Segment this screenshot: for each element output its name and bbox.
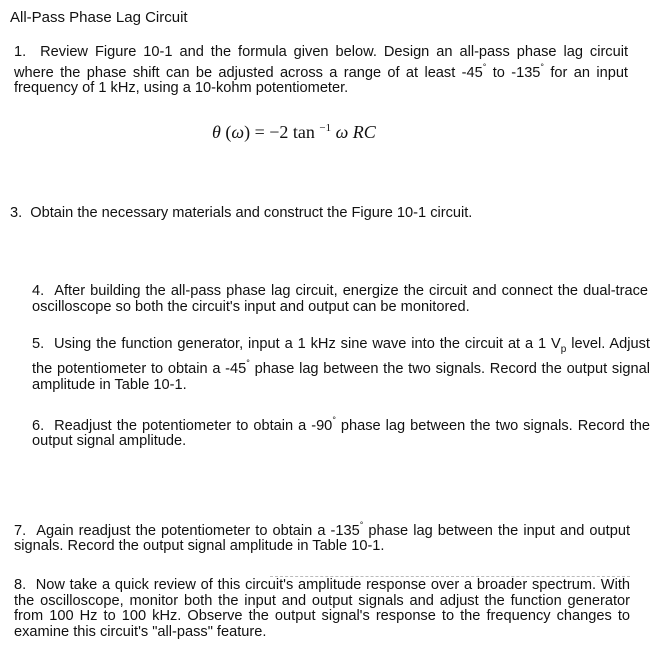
step-5 [32,337,650,393]
step-5-subscript: p [560,343,567,355]
step-7-text-b: phase lag between the input and output signals. Record the output signal amplitude in Table 10-1. [14,522,631,555]
formula-exponent: −1 [319,122,332,134]
formula-omega: ω [335,122,349,142]
step-6-number: 6. [32,417,45,434]
formula-omega-arg: ω [231,122,245,142]
step-3 [10,206,630,222]
step-8 [14,578,630,640]
step-3-number: 3. [10,205,23,221]
step-6-text-b: phase lag between the two signals. Record the output signal amplitude. [32,417,651,450]
step-1-text-b: to -135 [486,64,541,81]
step-7-text-a: Again readjust the potentiometer to obtain a -135 [36,522,360,539]
step-6-degree: ° [332,415,336,425]
step-5-text-a: Using the function generator, input a 1 kHz sine wave into the circuit at a 1 V [53,336,561,352]
step-4 [32,284,648,315]
step-4-text: After building the all-pass phase lag circuit, energize the circuit and connect the dual-trace oscilloscope so both the circuit's input and output can be monitored. [32,283,648,315]
step-6-text-a: Readjust the potentiometer to obtain a -90 [54,417,333,434]
step-7-degree: ° [359,520,364,530]
step-5-text-c: phase lag between the two signals. Record the output signal amplitude in Table 10-1. [32,361,650,393]
step-5-number: 5. [32,336,45,352]
step-7 [14,519,630,555]
step-5-text-b: level. Adjust the potentiometer to obtain a -45 [32,336,650,378]
step-7-number: 7. [14,522,27,539]
formula-theta: θ [212,122,221,142]
step-1-text-a: Review Figure 10-1 and the formula given below. Design an all-pass phase lag circuit where the phase shift can be adjusted across a range of at least -45 [14,44,629,81]
step-3-text: Obtain the necessary materials and construct the Figure 10-1 circuit. [30,205,473,221]
formula-equals: = −2 tan [250,122,320,142]
step-1-degree-2: ° [540,61,545,72]
step-4-number: 4. [32,283,45,299]
formula-rc: RC [352,122,376,142]
step-8-text: Now take a quick review of this circuit's amplitude response over a broader spectrum. With the oscilloscope, monitor both the input and output signals and adjust the function generator from 100 Hz to 100 kHz. Observe the output signal's response to the frequency changes to examine this circuit's "all-pass" feature. [14,577,630,640]
step-1-text-c: for an input frequency of 1 kHz, using a 10-kohm potentiometer. [14,64,628,96]
page-title: All-Pass Phase Lag Circuit [10,9,188,26]
step-5-degree: ° [246,358,250,369]
step-1-number: 1. [14,44,27,60]
step-6 [32,414,650,450]
step-1-degree-1: ° [482,61,487,72]
step-8-number: 8. [14,577,27,593]
step-1 [14,45,628,96]
phase-formula: θ (ω) = −2 tan $^{-1}$ ω RC [212,122,376,142]
